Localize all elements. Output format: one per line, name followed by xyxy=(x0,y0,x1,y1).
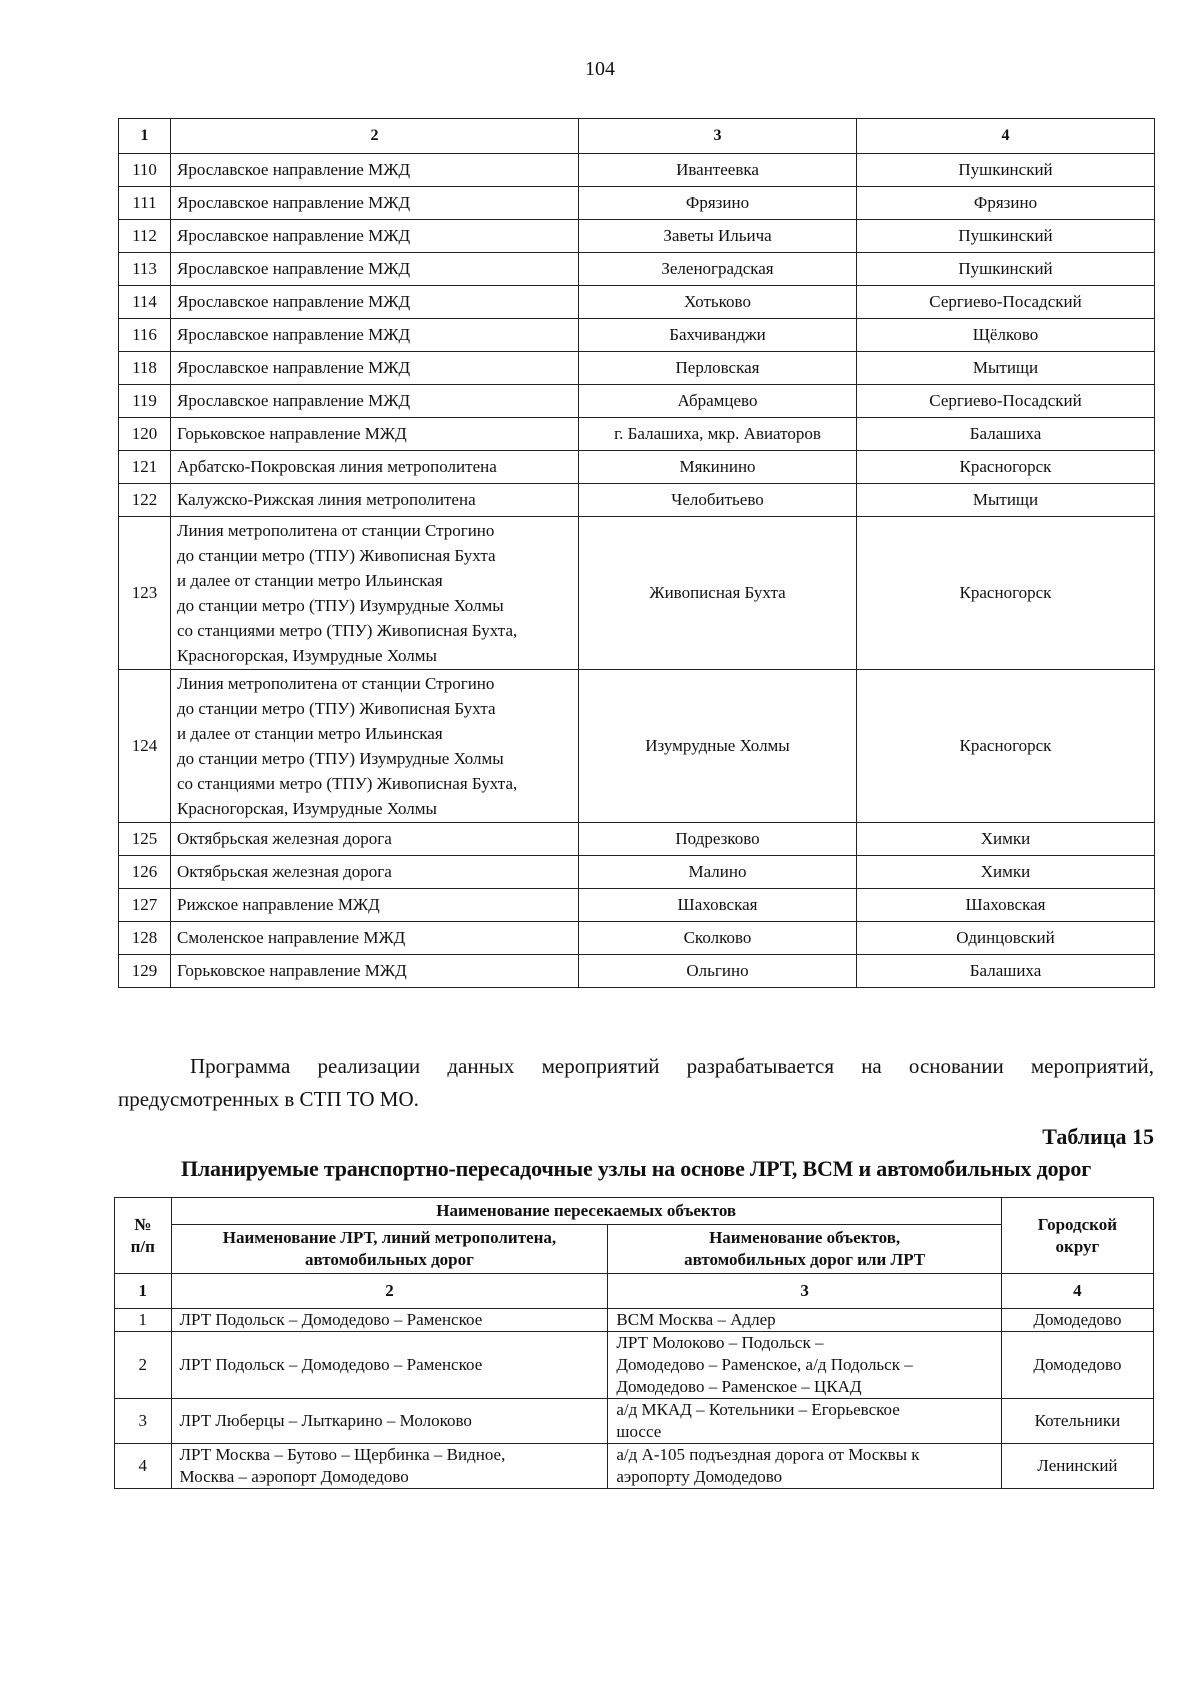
line-name-line: и далее от станции метро Ильинская xyxy=(177,571,443,590)
district-name: Фрязино xyxy=(857,187,1155,220)
number-header xyxy=(115,1198,172,1274)
district-name: Сергиево-Посадский xyxy=(857,385,1155,418)
body-paragraph: Программа реализации данных мероприятий разрабатывается на основании мероприятий, предусмотренных в СТП ТО МО. xyxy=(118,1054,1154,1111)
text-line: шоссе xyxy=(616,1422,662,1441)
station-name: Фрязино xyxy=(579,187,857,220)
row-number: 119 xyxy=(119,385,171,418)
line-name: Ярославское направление МЖД xyxy=(171,286,579,319)
line-name: Ярославское направление МЖД xyxy=(171,187,579,220)
table-row xyxy=(119,922,1155,955)
table-row xyxy=(119,154,1155,187)
crossing-object-name xyxy=(608,1309,1001,1332)
table-row xyxy=(119,220,1155,253)
lines-header xyxy=(171,1225,608,1274)
text-line: а/д МКАД – Котельники – Егорьевское xyxy=(616,1400,900,1419)
table-row xyxy=(119,352,1155,385)
district-name: Балашиха xyxy=(857,418,1155,451)
row-number: 112 xyxy=(119,220,171,253)
table-row xyxy=(119,955,1155,988)
text-line: а/д А-105 подъездная дорога от Москвы к xyxy=(616,1445,920,1464)
station-name: Шаховская xyxy=(579,889,857,922)
header-line: округ xyxy=(1055,1236,1100,1256)
header-line: № xyxy=(134,1214,152,1234)
station-name: Ольгино xyxy=(579,955,857,988)
line-name-line: со станциями метро (ТПУ) Живописная Бухта, xyxy=(177,774,518,793)
header-line: Городской xyxy=(1037,1214,1118,1234)
station-name: Челобитьево xyxy=(579,484,857,517)
district-name: Домодедово xyxy=(1001,1309,1153,1332)
district-name: Мытищи xyxy=(857,484,1155,517)
district-name: Ленинский xyxy=(1001,1444,1153,1489)
district-name: Одинцовский xyxy=(857,922,1155,955)
line-name: Рижское направление МЖД xyxy=(171,889,579,922)
district-name: Химки xyxy=(857,823,1155,856)
row-number: 120 xyxy=(119,418,171,451)
station-name: Бахчиванджи xyxy=(579,319,857,352)
text-line: ЛРТ Москва – Бутово – Щербинка – Видное, xyxy=(179,1445,506,1464)
district-name: Котельники xyxy=(1001,1399,1153,1444)
district-name: Мытищи xyxy=(857,352,1155,385)
table-row xyxy=(119,670,1155,823)
line-name: Октябрьская железная дорога xyxy=(171,856,579,889)
station-name: Хотьково xyxy=(579,286,857,319)
district-name: Домодедово xyxy=(1001,1332,1153,1399)
stations-table xyxy=(118,118,1155,988)
row-number: 4 xyxy=(115,1444,172,1489)
lrt-line-name xyxy=(171,1399,608,1444)
row-number: 1 xyxy=(115,1309,172,1332)
line-name xyxy=(171,670,579,823)
column-number-row xyxy=(119,119,1155,154)
line-name-line: Линия метрополитена от станции Строгино xyxy=(177,521,495,540)
header-row xyxy=(115,1198,1154,1225)
column-number: 2 xyxy=(171,1274,608,1309)
line-name: Горьковское направление МЖД xyxy=(171,418,579,451)
table-row xyxy=(115,1332,1154,1399)
text-line: Москва – аэропорт Домодедово xyxy=(179,1467,409,1486)
line-name: Ярославское направление МЖД xyxy=(171,253,579,286)
line-name: Горьковское направление МЖД xyxy=(171,955,579,988)
station-name: Ивантеевка xyxy=(579,154,857,187)
text-line: аэропорту Домодедово xyxy=(616,1467,783,1486)
header-line: Наименование ЛРТ, линий метрополитена, xyxy=(222,1228,557,1247)
district-name: Балашиха xyxy=(857,955,1155,988)
crossing-object-name xyxy=(608,1399,1001,1444)
district-name: Красногорск xyxy=(857,517,1155,670)
line-name-line: Красногорская, Изумрудные Холмы xyxy=(177,646,437,665)
row-number: 127 xyxy=(119,889,171,922)
line-name: Ярославское направление МЖД xyxy=(171,385,579,418)
line-name: Ярославское направление МЖД xyxy=(171,352,579,385)
line-name-line: до станции метро (ТПУ) Живописная Бухта xyxy=(177,546,496,565)
line-name: Калужско-Рижская линия метрополитена xyxy=(171,484,579,517)
row-number: 111 xyxy=(119,187,171,220)
line-name: Арбатско-Покровская линия метрополитена xyxy=(171,451,579,484)
district-name: Сергиево-Посадский xyxy=(857,286,1155,319)
district-name: Химки xyxy=(857,856,1155,889)
table-row xyxy=(119,823,1155,856)
text-line: ЛРТ Люберцы – Лыткарино – Молоково xyxy=(179,1411,472,1430)
table-row xyxy=(119,856,1155,889)
crossing-object-name xyxy=(608,1332,1001,1399)
line-name: Смоленское направление МЖД xyxy=(171,922,579,955)
station-name: Изумрудные Холмы xyxy=(579,670,857,823)
text-line: ВСМ Москва – Адлер xyxy=(616,1310,776,1329)
district-name: Красногорск xyxy=(857,670,1155,823)
row-number: 128 xyxy=(119,922,171,955)
line-name: Ярославское направление МЖД xyxy=(171,220,579,253)
column-number: 3 xyxy=(608,1274,1001,1309)
table-row xyxy=(119,187,1155,220)
station-name: Заветы Ильича xyxy=(579,220,857,253)
line-name: Октябрьская железная дорога xyxy=(171,823,579,856)
text-line: Домодедово – Раменское, а/д Подольск – xyxy=(616,1355,913,1374)
district-name: Пушкинский xyxy=(857,154,1155,187)
row-number: 2 xyxy=(115,1332,172,1399)
district-name: Пушкинский xyxy=(857,220,1155,253)
table-row xyxy=(119,385,1155,418)
column-number: 1 xyxy=(119,119,171,154)
row-number: 124 xyxy=(119,670,171,823)
line-name xyxy=(171,517,579,670)
station-name: Зеленоградская xyxy=(579,253,857,286)
header-line: автомобильных дорог xyxy=(305,1250,474,1269)
table-row xyxy=(119,484,1155,517)
line-name-line: до станции метро (ТПУ) Изумрудные Холмы xyxy=(177,749,504,768)
objects-header xyxy=(608,1225,1001,1274)
station-name: Подрезково xyxy=(579,823,857,856)
line-name-line: со станциями метро (ТПУ) Живописная Бухта, xyxy=(177,621,518,640)
transport-hubs-table xyxy=(114,1197,1154,1489)
row-number: 114 xyxy=(119,286,171,319)
table-row xyxy=(119,319,1155,352)
row-number: 110 xyxy=(119,154,171,187)
lrt-line-name xyxy=(171,1309,608,1332)
district-name: Пушкинский xyxy=(857,253,1155,286)
table-row xyxy=(115,1399,1154,1444)
subheader-row xyxy=(115,1225,1154,1274)
line-name-line: Красногорская, Изумрудные Холмы xyxy=(177,799,437,818)
station-name: Абрамцево xyxy=(579,385,857,418)
line-name: Ярославское направление МЖД xyxy=(171,154,579,187)
lrt-line-name xyxy=(171,1444,608,1489)
district-header xyxy=(1001,1198,1153,1274)
row-number: 113 xyxy=(119,253,171,286)
column-number: 1 xyxy=(115,1274,172,1309)
text-line: Домодедово – Раменское – ЦКАД xyxy=(616,1377,862,1396)
station-name: Сколково xyxy=(579,922,857,955)
station-name: г. Балашиха, мкр. Авиаторов xyxy=(579,418,857,451)
column-number: 2 xyxy=(171,119,579,154)
station-name: Живописная Бухта xyxy=(579,517,857,670)
district-name: Шаховская xyxy=(857,889,1155,922)
row-number: 122 xyxy=(119,484,171,517)
column-number-row xyxy=(115,1274,1154,1309)
station-name: Малино xyxy=(579,856,857,889)
table-row xyxy=(115,1309,1154,1332)
table-row xyxy=(119,889,1155,922)
line-name: Ярославское направление МЖД xyxy=(171,319,579,352)
table-caption: Планируемые транспортно-пересадочные узлы на основе ЛРТ, ВСМ и автомобильных дорог xyxy=(180,1156,1091,1181)
table-row xyxy=(119,418,1155,451)
row-number: 3 xyxy=(115,1399,172,1444)
station-name: Перловская xyxy=(579,352,857,385)
table-row xyxy=(119,253,1155,286)
lrt-line-name xyxy=(171,1332,608,1399)
group-header: Наименование пересекаемых объектов xyxy=(171,1198,1001,1225)
line-name-line: до станции метро (ТПУ) Живописная Бухта xyxy=(177,699,496,718)
row-number: 129 xyxy=(119,955,171,988)
text-line: ЛРТ Подольск – Домодедово – Раменское xyxy=(179,1355,483,1374)
crossing-object-name xyxy=(608,1444,1001,1489)
row-number: 125 xyxy=(119,823,171,856)
line-name-line: до станции метро (ТПУ) Изумрудные Холмы xyxy=(177,596,504,615)
line-name-line: и далее от станции метро Ильинская xyxy=(177,724,443,743)
district-name: Красногорск xyxy=(857,451,1155,484)
header-line: п/п xyxy=(130,1236,155,1256)
table-row xyxy=(115,1444,1154,1489)
column-number: 3 xyxy=(579,119,857,154)
district-name: Щёлково xyxy=(857,319,1155,352)
page-number: 104 xyxy=(585,58,615,80)
row-number: 123 xyxy=(119,517,171,670)
station-name: Мякинино xyxy=(579,451,857,484)
header-line: автомобильных дорог или ЛРТ xyxy=(684,1250,926,1269)
header-line: Наименование объектов, xyxy=(709,1228,901,1247)
row-number: 116 xyxy=(119,319,171,352)
line-name-line: Линия метрополитена от станции Строгино xyxy=(177,674,495,693)
table-row xyxy=(119,451,1155,484)
column-number: 4 xyxy=(857,119,1155,154)
table-row xyxy=(119,517,1155,670)
text-line: ЛРТ Молоково – Подольск – xyxy=(616,1333,824,1352)
row-number: 121 xyxy=(119,451,171,484)
text-line: ЛРТ Подольск – Домодедово – Раменское xyxy=(179,1310,483,1329)
row-number: 118 xyxy=(119,352,171,385)
column-number: 4 xyxy=(1001,1274,1153,1309)
table-number-label: Таблица 15 xyxy=(1042,1124,1154,1149)
row-number: 126 xyxy=(119,856,171,889)
table-row xyxy=(119,286,1155,319)
